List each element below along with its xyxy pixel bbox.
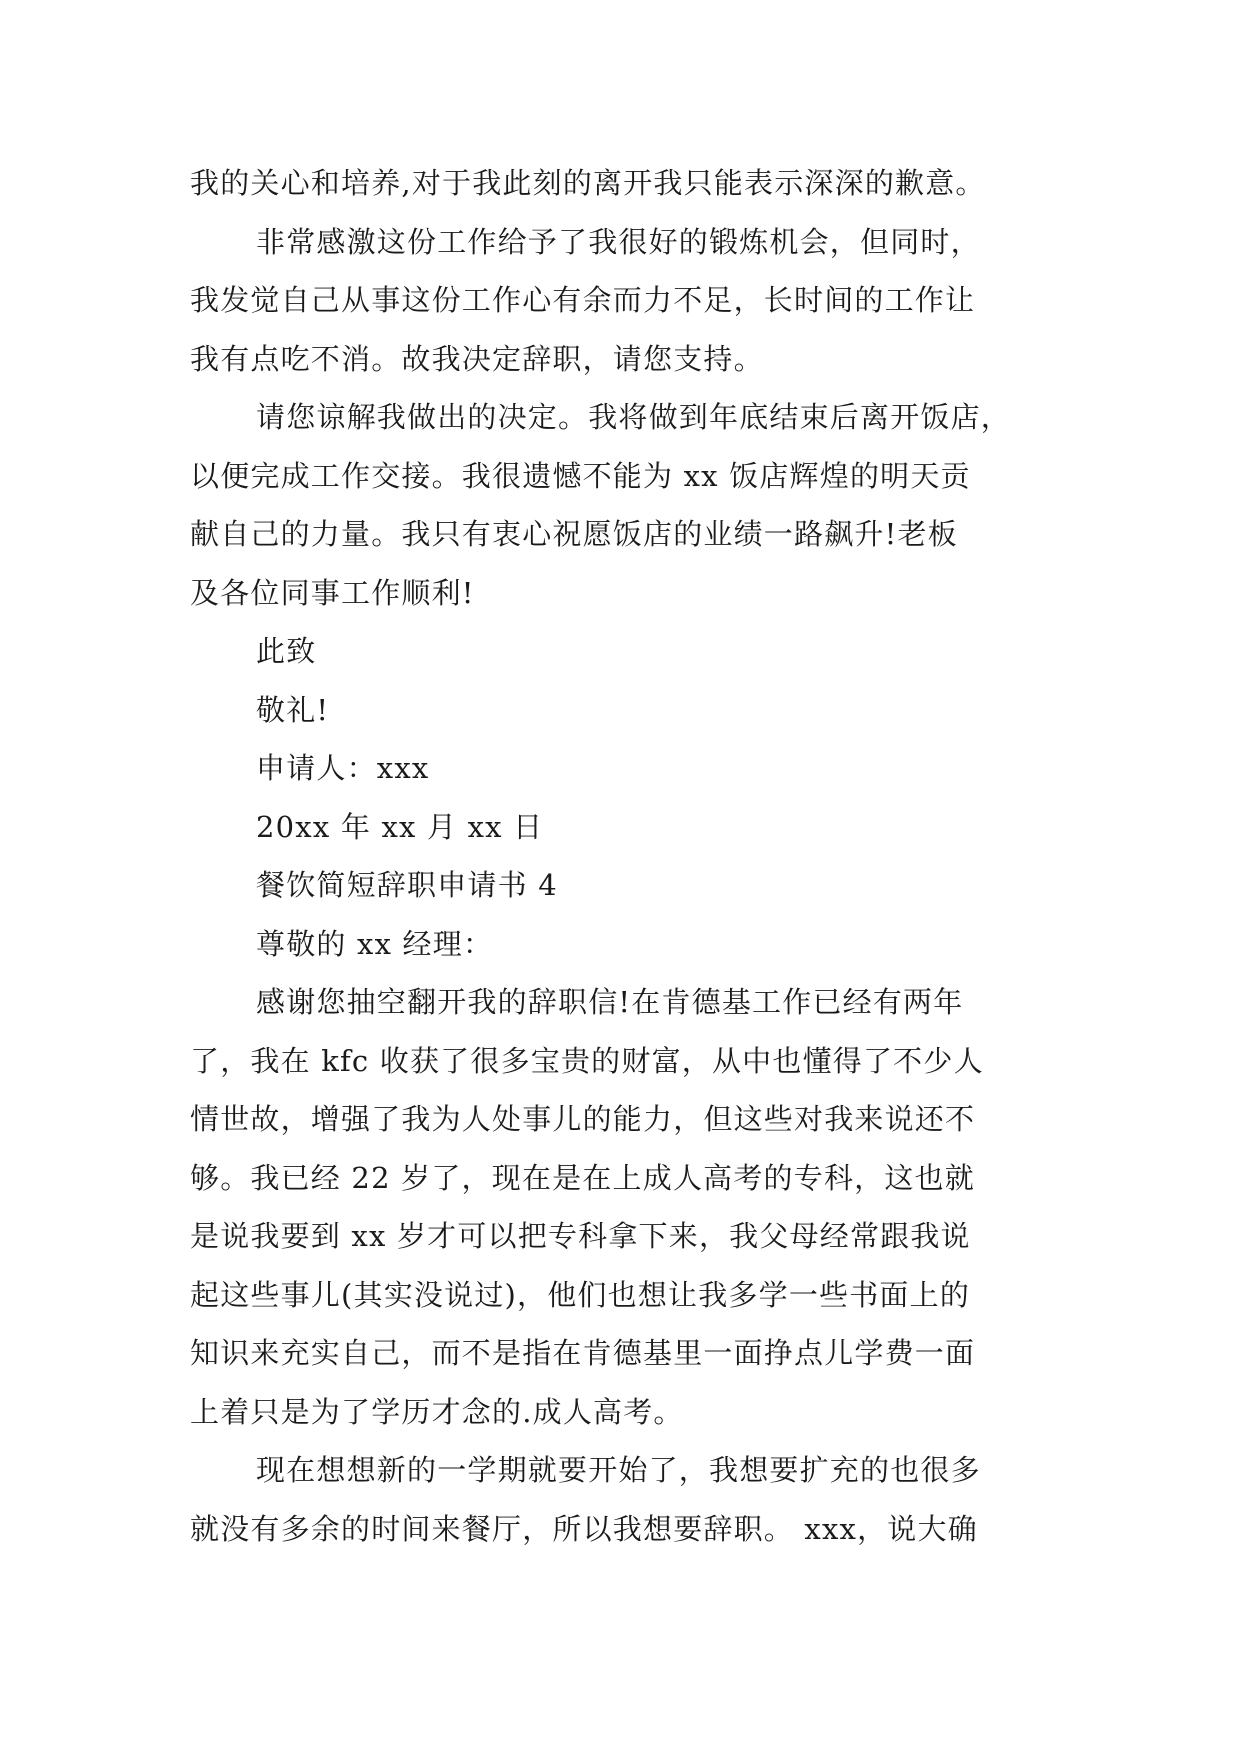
text-line: 非常感激这份工作给予了我很好的锻炼机会，但同时， (256, 224, 981, 259)
text-line: 是说我要到 xx 岁才可以把专科拿下来，我父母经常跟我说 (190, 1219, 971, 1253)
text-line: 感谢您抽空翻开我的辞职信!在肯德基工作已经有两年 (256, 985, 964, 1019)
text-line: 知识来充实自己，而不是指在肯德基里一面挣点儿学费一面 (190, 1336, 976, 1370)
closing-salutation: 此致 (256, 634, 317, 668)
text-line: 我发觉自己从事这份工作心有余而力不足，长时间的工作让 (190, 283, 976, 317)
text-line: 情世故，增强了我为人处事儿的能力，但这些对我来说还不 (190, 1102, 976, 1136)
text-line: 够。我已经 22 岁了，现在是在上成人高考的专科，这也就 (190, 1160, 975, 1195)
text-line: 以便完成工作交接。我很遗憾不能为 xx 饭店辉煌的明天贡 (190, 458, 971, 493)
text-line: 了，我在 kfc 收获了很多宝贵的财富，从中也懂得了不少人 (190, 1043, 984, 1078)
text-line: 上着只是为了学历才念的.成人高考。 (190, 1394, 684, 1429)
text-line: 我的关心和培养,对于我此刻的离开我只能表示深深的歉意。 (190, 166, 986, 200)
letter-body (190, 154, 1090, 1558)
text-line: 就没有多余的时间来餐厅，所以我想要辞职。 xxx，说大确 (190, 1511, 978, 1546)
applicant-name: 申请人：xxx (256, 751, 430, 785)
text-line: 请您谅解我做出的决定。我将做到年底结束后离开饭店， (256, 400, 1012, 434)
letter-date: 20xx 年 xx 月 xx 日 (256, 809, 544, 844)
text-line: 及各位同事工作顺利! (190, 575, 475, 610)
section-title: 餐饮简短辞职申请书 4 (256, 868, 558, 902)
text-line: 我有点吃不消。故我决定辞职，请您支持。 (190, 341, 764, 376)
greeting: 尊敬的 xx 经理： (256, 926, 494, 961)
text-line: 现在想想新的一学期就要开始了，我想要扩充的也很多 (256, 1453, 981, 1487)
closing-respect: 敬礼! (256, 692, 330, 727)
text-line: 起这些事儿(其实没说过)，他们也想让我多学一些书面上的 (190, 1277, 971, 1312)
text-line: 献自己的力量。我只有衷心祝愿饭店的业绩一路飙升!老板 (190, 517, 958, 551)
